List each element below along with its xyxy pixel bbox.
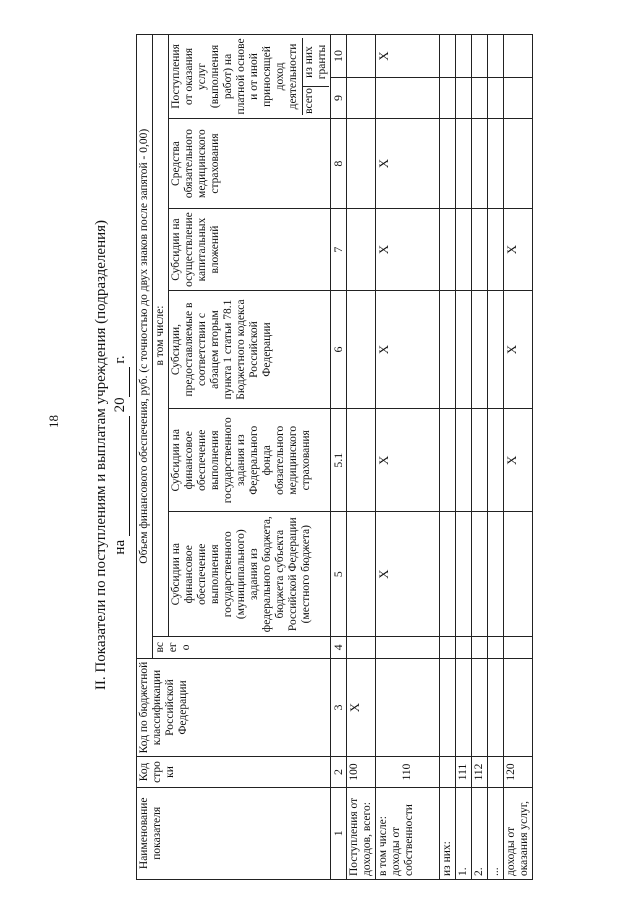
header-budget-code: Код по бюджетной классификации Российской Федерации bbox=[137, 658, 331, 757]
cell bbox=[488, 290, 504, 408]
row-name: в том числе: доходы от собственности bbox=[376, 787, 440, 879]
table-row bbox=[504, 35, 533, 880]
col-num: 10 bbox=[331, 35, 347, 78]
table-row bbox=[440, 35, 456, 880]
cell bbox=[440, 118, 456, 208]
cell: X bbox=[376, 409, 440, 512]
header-including: в том числе: bbox=[153, 35, 169, 637]
header-paid-services-label: Поступления от оказания услуг (выполнения работ) на платной основе и от иной приносящей доход деятельности bbox=[170, 38, 299, 115]
col-num: 7 bbox=[331, 209, 347, 291]
cell: X bbox=[376, 209, 440, 291]
title-year: 20 bbox=[112, 397, 128, 413]
cell bbox=[440, 78, 456, 119]
column-numbers-row bbox=[331, 35, 347, 880]
cell bbox=[440, 658, 456, 757]
cell bbox=[456, 637, 472, 659]
title-line-2 bbox=[111, 30, 130, 880]
cell: X bbox=[347, 658, 376, 757]
row-name: 2. bbox=[472, 787, 488, 879]
section-title bbox=[92, 30, 130, 880]
col-num: 5 bbox=[331, 512, 347, 637]
col-num: 9 bbox=[331, 78, 347, 119]
title-line-1: II. Показатели по поступлениям и выплатам учреждения (подразделения) bbox=[93, 219, 109, 691]
row-name: 1. bbox=[456, 787, 472, 879]
cell bbox=[347, 209, 376, 291]
page-number: 18 bbox=[46, 415, 61, 428]
cell bbox=[440, 637, 456, 659]
row-name: доходы от оказания услуг, bbox=[504, 787, 533, 879]
row-name: Поступления от доходов, всего: bbox=[347, 787, 376, 879]
cell bbox=[504, 512, 533, 637]
table-row bbox=[472, 35, 488, 880]
table-row bbox=[488, 35, 504, 880]
header-name: Наименование показателя bbox=[137, 787, 331, 879]
cell bbox=[347, 290, 376, 408]
cell bbox=[456, 290, 472, 408]
cell bbox=[472, 209, 488, 291]
cell bbox=[504, 78, 533, 119]
cell bbox=[456, 209, 472, 291]
cell bbox=[440, 209, 456, 291]
cell bbox=[376, 658, 440, 757]
table-row bbox=[347, 35, 376, 880]
col-num: 3 bbox=[331, 658, 347, 757]
row-code: 112 bbox=[472, 757, 488, 787]
col-num: 5.1 bbox=[331, 409, 347, 512]
header-total: всего bbox=[153, 637, 331, 659]
cell: X bbox=[504, 290, 533, 408]
cell: X bbox=[504, 409, 533, 512]
title-prefix: на bbox=[112, 539, 128, 555]
cell bbox=[347, 78, 376, 119]
cell bbox=[347, 35, 376, 78]
header-sub-capital: Субсидии на осуществление капитальных вложений bbox=[169, 209, 331, 291]
cell bbox=[472, 637, 488, 659]
header-volume: Объем финансового обеспечения, руб. (с точностью до двух знаков после запятой - 0,00) bbox=[137, 35, 153, 659]
cell bbox=[440, 512, 456, 637]
cell bbox=[504, 637, 533, 659]
cell bbox=[376, 637, 440, 659]
header-paid-services bbox=[169, 35, 331, 119]
cell bbox=[472, 409, 488, 512]
header-oms: Средства обязательного медицинского страхования bbox=[169, 118, 331, 208]
cell bbox=[472, 290, 488, 408]
header-sub-budget-code: Субсидии, предоставляемые в соответствии с абзацем вторым пункта 1 статьи 78.1 Бюджетного кодекса Российской Федерации bbox=[169, 290, 331, 408]
cell bbox=[504, 658, 533, 757]
cell bbox=[440, 290, 456, 408]
col-num: 2 bbox=[331, 757, 347, 787]
cell bbox=[440, 35, 456, 78]
cell bbox=[347, 512, 376, 637]
year-blank bbox=[116, 367, 130, 397]
col-num: 1 bbox=[331, 787, 347, 879]
header-code: Код строки bbox=[137, 757, 331, 787]
cell bbox=[472, 118, 488, 208]
table-row bbox=[456, 35, 472, 880]
row-code bbox=[440, 757, 456, 787]
row-code: 120 bbox=[504, 757, 533, 787]
receipts-payments-table bbox=[136, 34, 533, 880]
title-suffix: г. bbox=[112, 355, 128, 364]
cell bbox=[488, 78, 504, 119]
cell bbox=[456, 35, 472, 78]
cell bbox=[347, 118, 376, 208]
cell bbox=[488, 512, 504, 637]
cell: X bbox=[376, 290, 440, 408]
cell bbox=[456, 118, 472, 208]
col-num: 4 bbox=[331, 637, 347, 659]
cell bbox=[488, 637, 504, 659]
cell bbox=[504, 118, 533, 208]
header-paid-total: всего bbox=[303, 87, 330, 115]
row-code: 100 bbox=[347, 757, 376, 787]
cell bbox=[376, 78, 440, 119]
cell bbox=[440, 409, 456, 512]
cell: X bbox=[376, 512, 440, 637]
cell bbox=[504, 35, 533, 78]
cell bbox=[347, 637, 376, 659]
cell bbox=[488, 409, 504, 512]
row-code: 111 bbox=[456, 757, 472, 787]
cell bbox=[472, 658, 488, 757]
header-paid-grants: из них гранты bbox=[303, 38, 330, 87]
cell bbox=[488, 118, 504, 208]
cell bbox=[488, 658, 504, 757]
cell bbox=[456, 512, 472, 637]
date-blank bbox=[116, 416, 130, 536]
row-code bbox=[488, 757, 504, 787]
table-row bbox=[376, 35, 440, 880]
cell: X bbox=[504, 209, 533, 291]
cell bbox=[472, 78, 488, 119]
cell bbox=[488, 35, 504, 78]
cell bbox=[472, 512, 488, 637]
cell bbox=[472, 35, 488, 78]
row-name: из них: bbox=[440, 787, 456, 879]
cell bbox=[347, 409, 376, 512]
rotated-content bbox=[92, 30, 562, 880]
cell: X bbox=[376, 35, 440, 78]
col-num: 8 bbox=[331, 118, 347, 208]
cell bbox=[456, 658, 472, 757]
row-name: ... bbox=[488, 787, 504, 879]
header-sub-medical: Субсидии на финансовое обеспечение выполнения государственного задания из Федерального фонда обязательного медицинского страхования bbox=[169, 409, 331, 512]
cell bbox=[456, 78, 472, 119]
col-num: 6 bbox=[331, 290, 347, 408]
row-code: 110 bbox=[376, 757, 440, 787]
cell bbox=[488, 209, 504, 291]
header-sub-state-task: Субсидии на финансовое обеспечение выполнения государственного (муниципального) задания из федерального бюджета, бюджета субъекта Российской Федерации (местного бюджета) bbox=[169, 512, 331, 637]
cell: X bbox=[376, 118, 440, 208]
cell bbox=[456, 409, 472, 512]
